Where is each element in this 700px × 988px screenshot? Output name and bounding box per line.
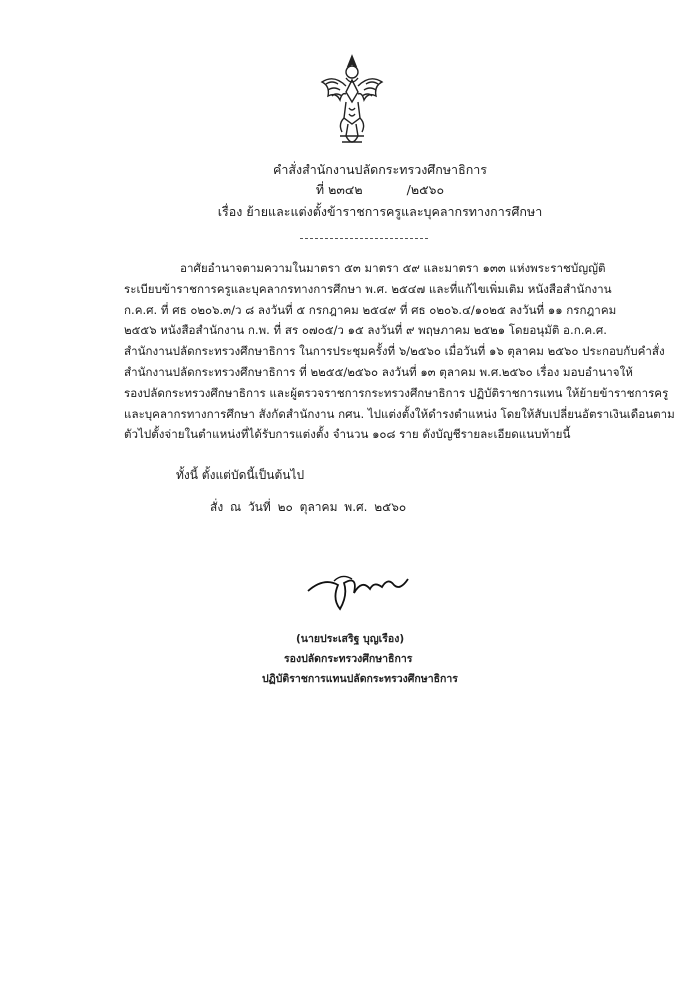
body-line: ก.ค.ศ. ที่ ศธ ๐๒๐๖.๓/ว ๘ ลงวันที่ ๕ กรกฎาคม ๒๕๔๙ ที่ ศธ ๐๒๐๖.๔/๑๐๒๕ ลงวันที่ ๑๑ กรกฎาคม: [124, 302, 617, 317]
number-value: ๒๓๔๒: [328, 182, 363, 197]
signatory-position: รองปลัดกระทรวงศึกษาธิการ: [284, 653, 413, 665]
body-line: รองปลัดกระทรวงศึกษาธิการ และผู้ตรวจราชการกระทรวงศึกษาธิการ ปฏิบัติราชการแทน ให้ย้ายข้าราชการครู: [124, 385, 669, 400]
signatory-acting-position: ปฏิบัติราชการแทนปลัดกระทรวงศึกษาธิการ: [262, 673, 458, 685]
header-divider: [300, 238, 428, 239]
body-line: สำนักงานปลัดกระทรวงศึกษาธิการ ที่ ๒๒๕๕/๒๕๖๐ ลงวันที่ ๑๓ ตุลาคม พ.ศ.๒๕๖๐ เรื่อง มอบอำนาจให้: [124, 364, 633, 379]
body-line: อาศัยอำนาจตามความในมาตรา ๕๓ มาตรา ๕๙ และมาตรา ๑๓๓ แห่งพระราชบัญญัติ: [180, 261, 606, 275]
body-line: ๒๕๕๖ หนังสือสำนักงาน ก.พ. ที่ สร ๐๗๐๕/ว ๑๕ ลงวันที่ ๙ พฤษภาคม ๒๕๒๑ โดยอนุมัติ อ.ก.ค.ศ.: [124, 323, 607, 338]
handwritten-signature: [304, 565, 424, 615]
body-line: ตัวไปตั้งจ่ายในตำแหน่งที่ได้รับการแต่งตั้ง จำนวน ๑๐๘ ราย ดังบัญชีรายละเอียดแนบท้ายนี้: [124, 427, 571, 442]
body-line: และบุคลากรทางการศึกษา สังกัดสำนักงาน กศน. ไปแต่งตั้งให้ดำรงตำแหน่ง โดยให้สับเปลี่ยนอัตราเงินเดือนตาม: [124, 406, 675, 421]
order-subject: [30, 202, 700, 222]
signatory-name: (นายประเสริฐ บุญเรือง): [296, 633, 405, 645]
order-number: [30, 180, 700, 200]
order-issuer: คำสั่งสำนักงานปลัดกระทรวงศึกษาธิการ: [272, 162, 488, 177]
subject-text: ย้ายและแต่งตั้งข้าราชการครูและบุคลากรทางการศึกษา: [246, 204, 543, 219]
garuda-emblem-icon: [316, 52, 388, 152]
signed-date: สั่ง ณ วันที่ ๒๐ ตุลาคม พ.ศ. ๒๕๖๐: [210, 500, 407, 514]
effective-date-statement: ทั้งนี้ ตั้งแต่บัดนี้เป็นต้นไป: [176, 468, 305, 482]
body-line: สำนักงานปลัดกระทรวงศึกษาธิการ ในการประชุมครั้งที่ ๖/๒๕๖๐ เมื่อวันที่ ๑๖ ตุลาคม ๒๕๖๐ ประกอบกับคำสั่ง: [124, 344, 665, 359]
number-year: /๒๕๖๐: [406, 182, 445, 197]
subject-label: เรื่อง: [217, 204, 243, 219]
order-body: [124, 258, 675, 445]
number-label: ที่: [315, 182, 325, 197]
body-line: ระเบียบข้าราชการครูและบุคลากรทางการศึกษา พ.ศ. ๒๕๔๗ และที่แก้ไขเพิ่มเติม หนังสือสำนักงาน: [124, 281, 612, 296]
